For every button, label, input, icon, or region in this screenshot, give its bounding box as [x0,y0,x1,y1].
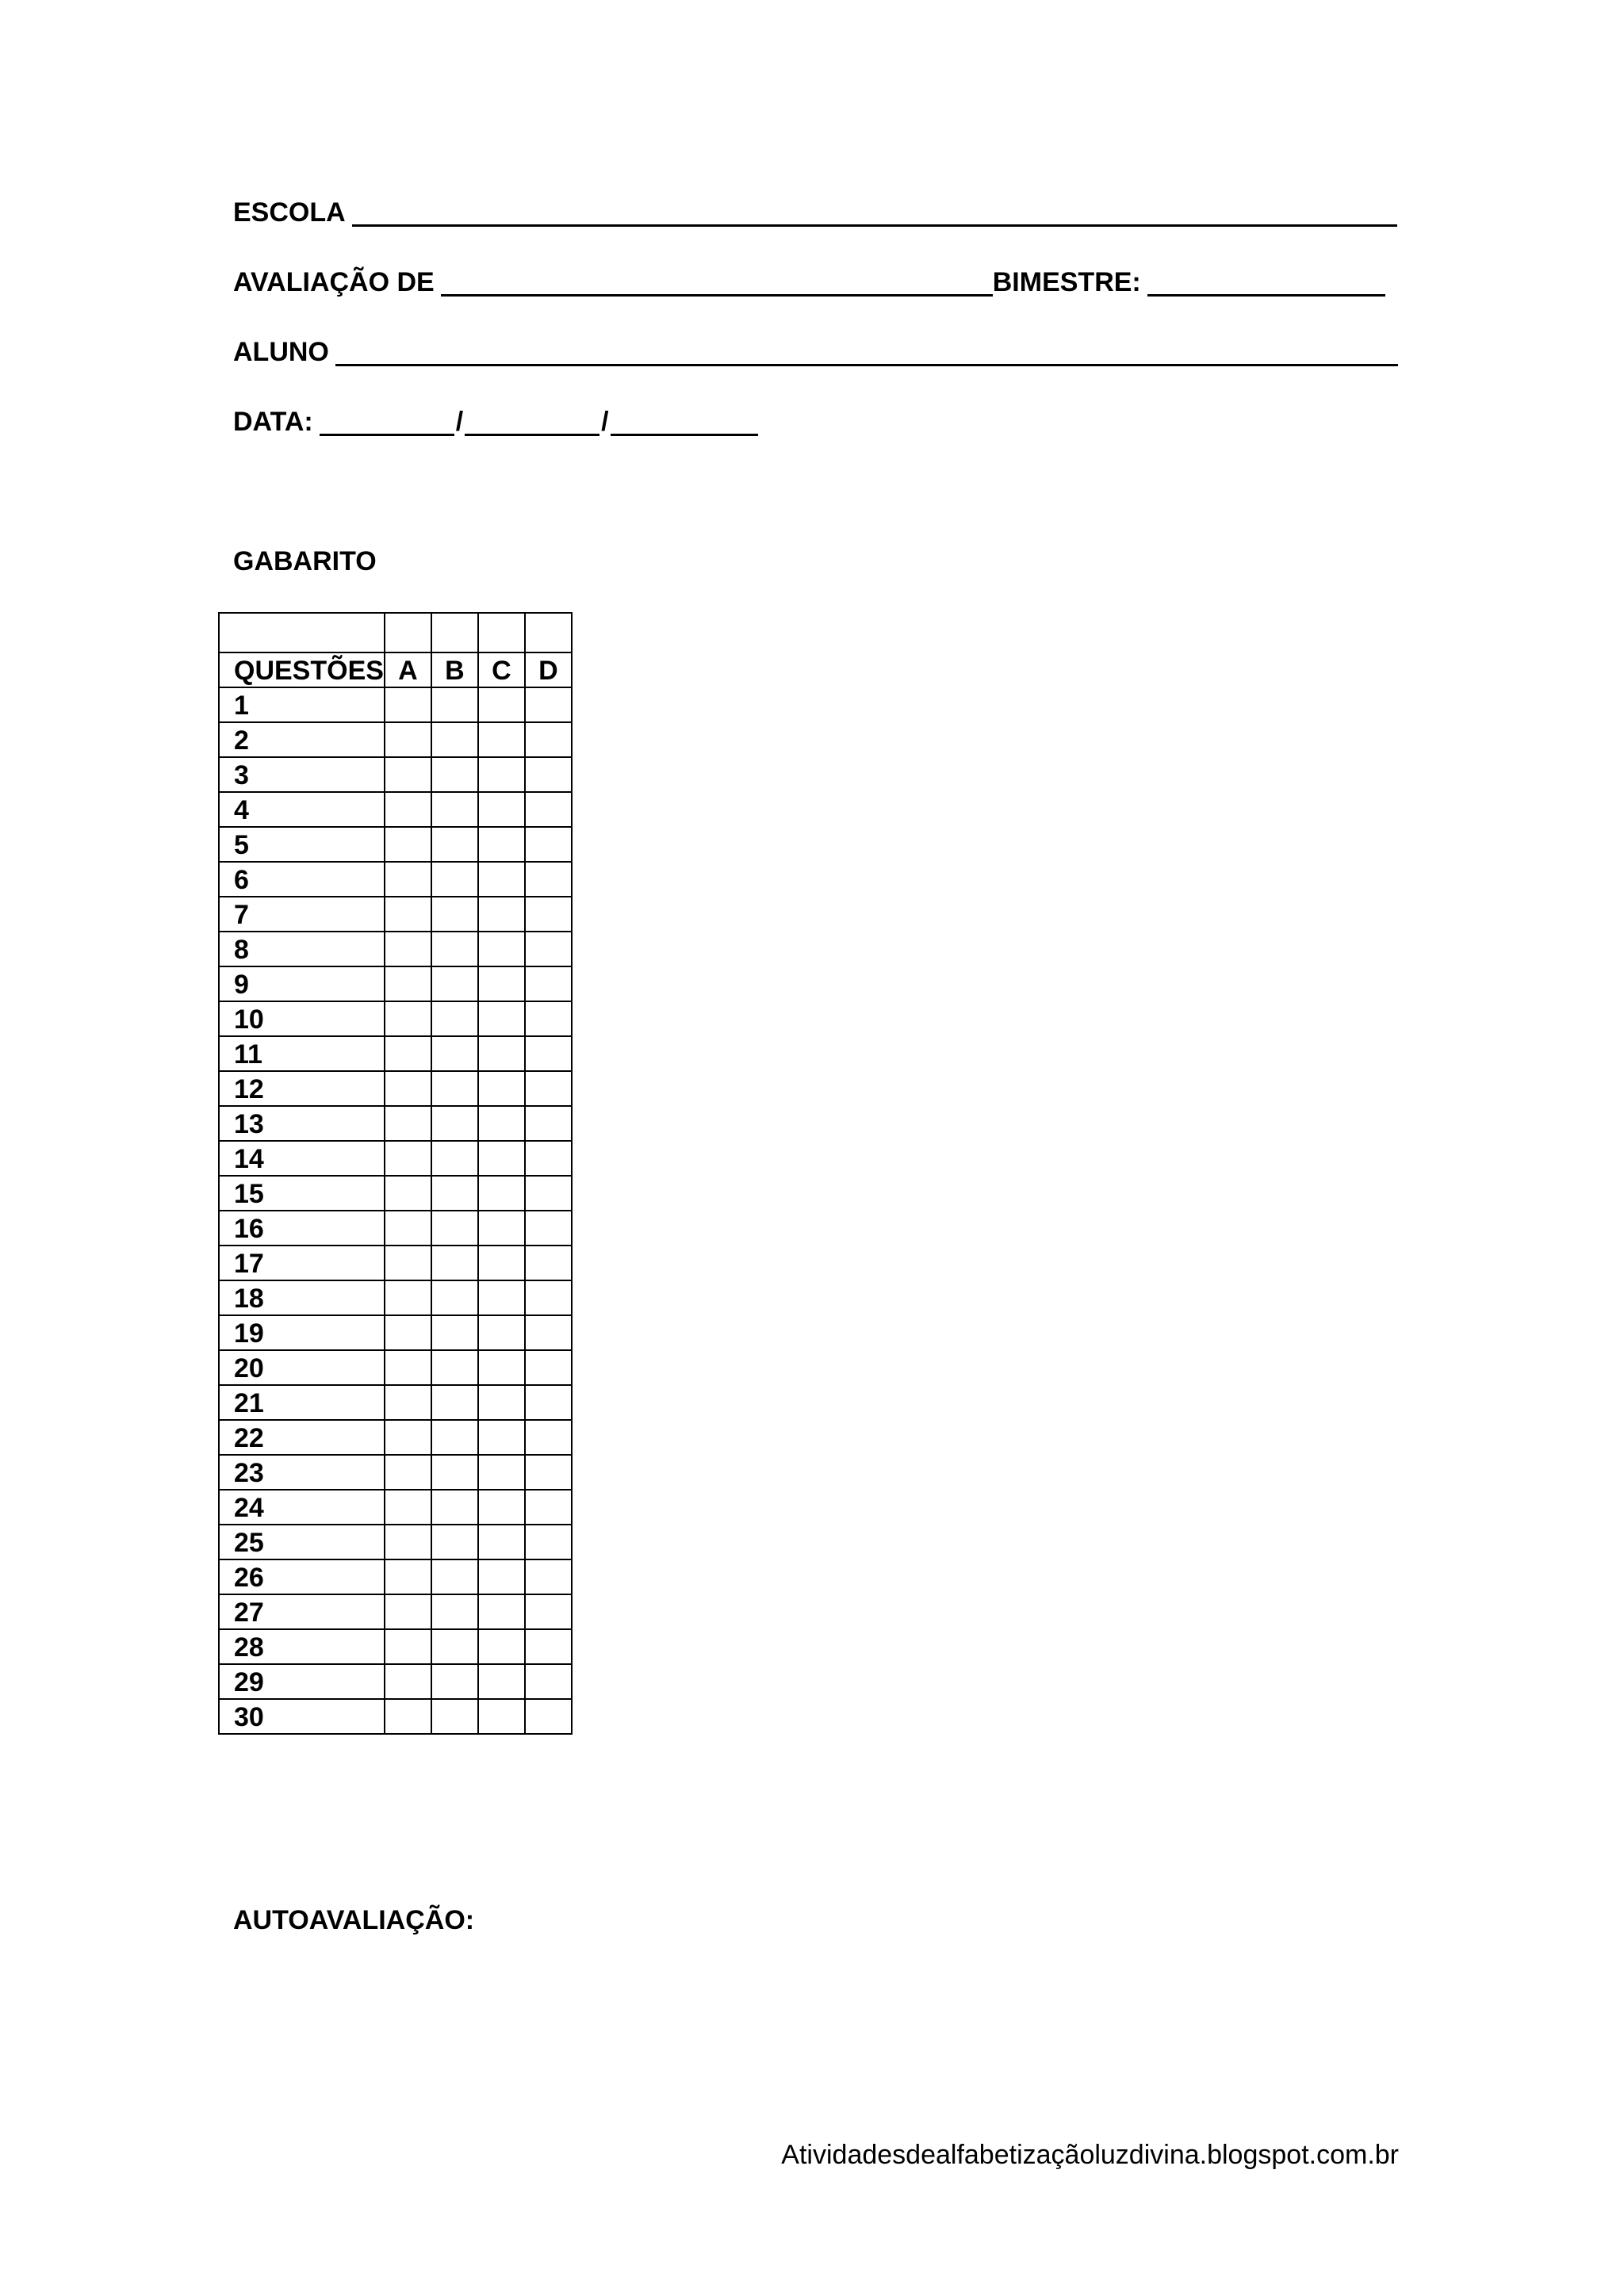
answer-cell-d[interactable] [525,1106,572,1141]
answer-cell-d[interactable] [525,1141,572,1176]
avaliacao-blank-line[interactable] [441,266,993,297]
blank-cell [385,613,431,652]
answer-cell-b[interactable] [431,1594,478,1629]
answer-cell-c[interactable] [478,792,525,827]
answer-cell-c[interactable] [478,1315,525,1350]
answer-cell-d[interactable] [525,1350,572,1385]
answer-cell-d[interactable] [525,1385,572,1420]
answer-cell-c[interactable] [478,897,525,932]
answer-cell-c[interactable] [478,1001,525,1036]
question-number: 13 [219,1106,385,1141]
question-number: 12 [219,1071,385,1106]
table-row [219,862,572,897]
answer-cell-d[interactable] [525,757,572,792]
answer-cell-c[interactable] [478,1699,525,1734]
bimestre-blank-line[interactable] [1147,266,1385,297]
answer-cell-d[interactable] [525,1315,572,1350]
answer-cell-d[interactable] [525,1071,572,1106]
answer-cell-c[interactable] [478,1106,525,1141]
bimestre-label: BIMESTRE: [992,267,1141,297]
question-number: 3 [219,757,385,792]
escola-row [233,193,1397,228]
answer-cell-a[interactable] [385,1176,431,1211]
table-row [219,757,572,792]
answer-cell-d[interactable] [525,1699,572,1734]
table-row [219,1664,572,1699]
answer-cell-c[interactable] [478,1280,525,1315]
answer-cell-a[interactable] [385,862,431,897]
question-number: 29 [219,1664,385,1699]
answer-cell-b[interactable] [431,1420,478,1455]
table-row [219,1385,572,1420]
answer-cell-b[interactable] [431,1246,478,1280]
question-number: 9 [219,966,385,1001]
table-row [219,1246,572,1280]
question-number: 15 [219,1176,385,1211]
question-number: 17 [219,1246,385,1280]
answer-cell-b[interactable] [431,1141,478,1176]
blank-cell [431,613,478,652]
table-row [219,1420,572,1455]
answer-cell-a[interactable] [385,1350,431,1385]
table-row [219,1559,572,1594]
table-header-row [219,652,572,687]
answer-cell-c[interactable] [478,827,525,862]
table-row [219,1280,572,1315]
answer-cell-b[interactable] [431,1350,478,1385]
table-row [219,1176,572,1211]
answer-cell-d[interactable] [525,687,572,722]
aluno-row [233,333,1398,368]
table-row [219,1036,572,1071]
table-row [219,1525,572,1559]
answer-cell-c[interactable] [478,1455,525,1490]
table-row [219,1141,572,1176]
answer-cell-d[interactable] [525,1664,572,1699]
answer-cell-a[interactable] [385,932,431,966]
answer-cell-a[interactable] [385,1420,431,1455]
header-option-c: C [478,652,525,687]
answer-cell-d[interactable] [525,1455,572,1490]
table-row [219,1629,572,1664]
answer-cell-a[interactable] [385,966,431,1001]
answer-cell-b[interactable] [431,1071,478,1106]
answer-cell-c[interactable] [478,722,525,757]
table-row [219,1211,572,1246]
answer-cell-a[interactable] [385,757,431,792]
answer-cell-c[interactable] [478,1559,525,1594]
answer-cell-c[interactable] [478,757,525,792]
question-number: 4 [219,792,385,827]
question-number: 22 [219,1420,385,1455]
answer-cell-d[interactable] [525,1420,572,1455]
answer-cell-b[interactable] [431,1559,478,1594]
answer-cell-d[interactable] [525,1490,572,1525]
answer-cell-d[interactable] [525,1001,572,1036]
answer-cell-a[interactable] [385,1525,431,1559]
answer-cell-a[interactable] [385,1211,431,1246]
question-number: 21 [219,1385,385,1420]
answer-cell-d[interactable] [525,862,572,897]
answer-cell-c[interactable] [478,1664,525,1699]
autoavaliacao-title: AUTOAVALIAÇÃO: [233,1905,475,1935]
answer-cell-d[interactable] [525,1280,572,1315]
answer-cell-d[interactable] [525,932,572,966]
answer-cell-b[interactable] [431,1699,478,1734]
table-row [219,1455,572,1490]
question-number: 27 [219,1594,385,1629]
question-number: 19 [219,1315,385,1350]
table-row [219,792,572,827]
answer-cell-d[interactable] [525,827,572,862]
question-number: 5 [219,827,385,862]
answer-cell-a[interactable] [385,1629,431,1664]
table-row [219,932,572,966]
answer-cell-b[interactable] [431,1106,478,1141]
answer-cell-c[interactable] [478,1211,525,1246]
table-blank-row [219,613,572,652]
answer-cell-b[interactable] [431,1525,478,1559]
table-row [219,1001,572,1036]
question-number: 28 [219,1629,385,1664]
question-number: 30 [219,1699,385,1734]
answer-cell-b[interactable] [431,1664,478,1699]
blank-cell [525,613,572,652]
escola-blank-line[interactable] [352,196,1397,227]
question-number: 11 [219,1036,385,1071]
answer-cell-a[interactable] [385,722,431,757]
table-row [219,897,572,932]
header-option-d: D [525,652,572,687]
answer-cell-c[interactable] [478,1141,525,1176]
question-number: 25 [219,1525,385,1559]
blank-cell [219,613,385,652]
footer-blog-url: Atividadesdealfabetizaçãoluzdivina.blogspot.com.br [781,2140,1399,2170]
answer-cell-b[interactable] [431,1001,478,1036]
answer-cell-b[interactable] [431,1211,478,1246]
table-row [219,827,572,862]
answer-cell-a[interactable] [385,1594,431,1629]
answer-cell-c[interactable] [478,1071,525,1106]
answer-cell-b[interactable] [431,757,478,792]
answer-cell-b[interactable] [431,932,478,966]
answer-cell-a[interactable] [385,827,431,862]
date-separator: / [455,407,464,437]
aluno-blank-line[interactable] [335,335,1398,366]
answer-cell-d[interactable] [525,792,572,827]
answer-cell-b[interactable] [431,722,478,757]
answer-cell-d[interactable] [525,1176,572,1211]
answer-cell-c[interactable] [478,1350,525,1385]
answer-cell-d[interactable] [525,1559,572,1594]
avaliacao-label: AVALIAÇÃO DE [233,267,435,297]
question-number: 24 [219,1490,385,1525]
answer-cell-b[interactable] [431,827,478,862]
answer-cell-b[interactable] [431,1315,478,1350]
table-row [219,1106,572,1141]
answer-cell-b[interactable] [431,1385,478,1420]
answer-cell-d[interactable] [525,1629,572,1664]
escola-label: ESCOLA [233,197,346,228]
answer-cell-a[interactable] [385,1001,431,1036]
header-option-b: B [431,652,478,687]
table-row [219,1594,572,1629]
answer-cell-c[interactable] [478,1385,525,1420]
answer-cell-d[interactable] [525,1036,572,1071]
question-number: 1 [219,687,385,722]
answer-cell-c[interactable] [478,1420,525,1455]
answer-cell-d[interactable] [525,1525,572,1559]
answer-cell-a[interactable] [385,1280,431,1315]
question-number: 16 [219,1211,385,1246]
answer-cell-d[interactable] [525,897,572,932]
question-number: 2 [219,722,385,757]
question-number: 26 [219,1559,385,1594]
answer-cell-a[interactable] [385,1699,431,1734]
table-row [219,722,572,757]
question-number: 10 [219,1001,385,1036]
data-label: DATA: [233,407,313,437]
answer-cell-d[interactable] [525,1246,572,1280]
answer-cell-c[interactable] [478,932,525,966]
question-number: 14 [219,1141,385,1176]
table-row [219,1350,572,1385]
data-row [233,403,758,438]
answer-cell-b[interactable] [431,792,478,827]
avaliacao-row [233,263,1385,298]
answer-cell-a[interactable] [385,1315,431,1350]
answer-cell-b[interactable] [431,1629,478,1664]
answer-cell-c[interactable] [478,1490,525,1525]
question-number: 7 [219,897,385,932]
table-row [219,687,572,722]
answer-cell-a[interactable] [385,1036,431,1071]
answer-cell-b[interactable] [431,862,478,897]
answer-cell-d[interactable] [525,1211,572,1246]
answer-cell-b[interactable] [431,1490,478,1525]
question-number: 18 [219,1280,385,1315]
answer-cell-a[interactable] [385,897,431,932]
answer-cell-c[interactable] [478,687,525,722]
question-number: 6 [219,862,385,897]
answer-cell-c[interactable] [478,966,525,1001]
answer-cell-a[interactable] [385,1246,431,1280]
answer-cell-b[interactable] [431,1176,478,1211]
question-number: 8 [219,932,385,966]
table-row [219,1071,572,1106]
answer-cell-c[interactable] [478,1246,525,1280]
answer-cell-b[interactable] [431,687,478,722]
answer-cell-c[interactable] [478,1036,525,1071]
answer-cell-a[interactable] [385,1455,431,1490]
answer-cell-a[interactable] [385,1559,431,1594]
data-day-blank[interactable] [320,405,454,436]
answer-cell-a[interactable] [385,1141,431,1176]
answer-cell-b[interactable] [431,1036,478,1071]
date-separator: / [601,407,609,437]
answer-cell-c[interactable] [478,1176,525,1211]
table-row [219,1315,572,1350]
answer-cell-c[interactable] [478,1594,525,1629]
answer-cell-d[interactable] [525,722,572,757]
answer-cell-c[interactable] [478,862,525,897]
answer-cell-a[interactable] [385,792,431,827]
answer-cell-d[interactable] [525,966,572,1001]
answer-cell-c[interactable] [478,1525,525,1559]
answer-cell-a[interactable] [385,1071,431,1106]
blank-cell [478,613,525,652]
header-option-a: A [385,652,431,687]
answer-cell-b[interactable] [431,1280,478,1315]
answer-cell-b[interactable] [431,966,478,1001]
answer-cell-a[interactable] [385,1490,431,1525]
question-number: 20 [219,1350,385,1385]
answer-cell-a[interactable] [385,1664,431,1699]
gabarito-table [218,612,573,1735]
data-year-blank[interactable] [611,405,758,436]
table-row [219,1490,572,1525]
table-row [219,966,572,1001]
answer-cell-a[interactable] [385,1385,431,1420]
question-number: 23 [219,1455,385,1490]
gabarito-title: GABARITO [233,546,377,576]
aluno-label: ALUNO [233,337,329,367]
answer-cell-a[interactable] [385,1106,431,1141]
answer-cell-b[interactable] [431,1455,478,1490]
answer-cell-d[interactable] [525,1594,572,1629]
answer-cell-c[interactable] [478,1629,525,1664]
table-row [219,1699,572,1734]
answer-cell-a[interactable] [385,687,431,722]
answer-cell-b[interactable] [431,897,478,932]
data-month-blank[interactable] [465,405,599,436]
header-questoes: QUESTÕES [219,652,385,687]
